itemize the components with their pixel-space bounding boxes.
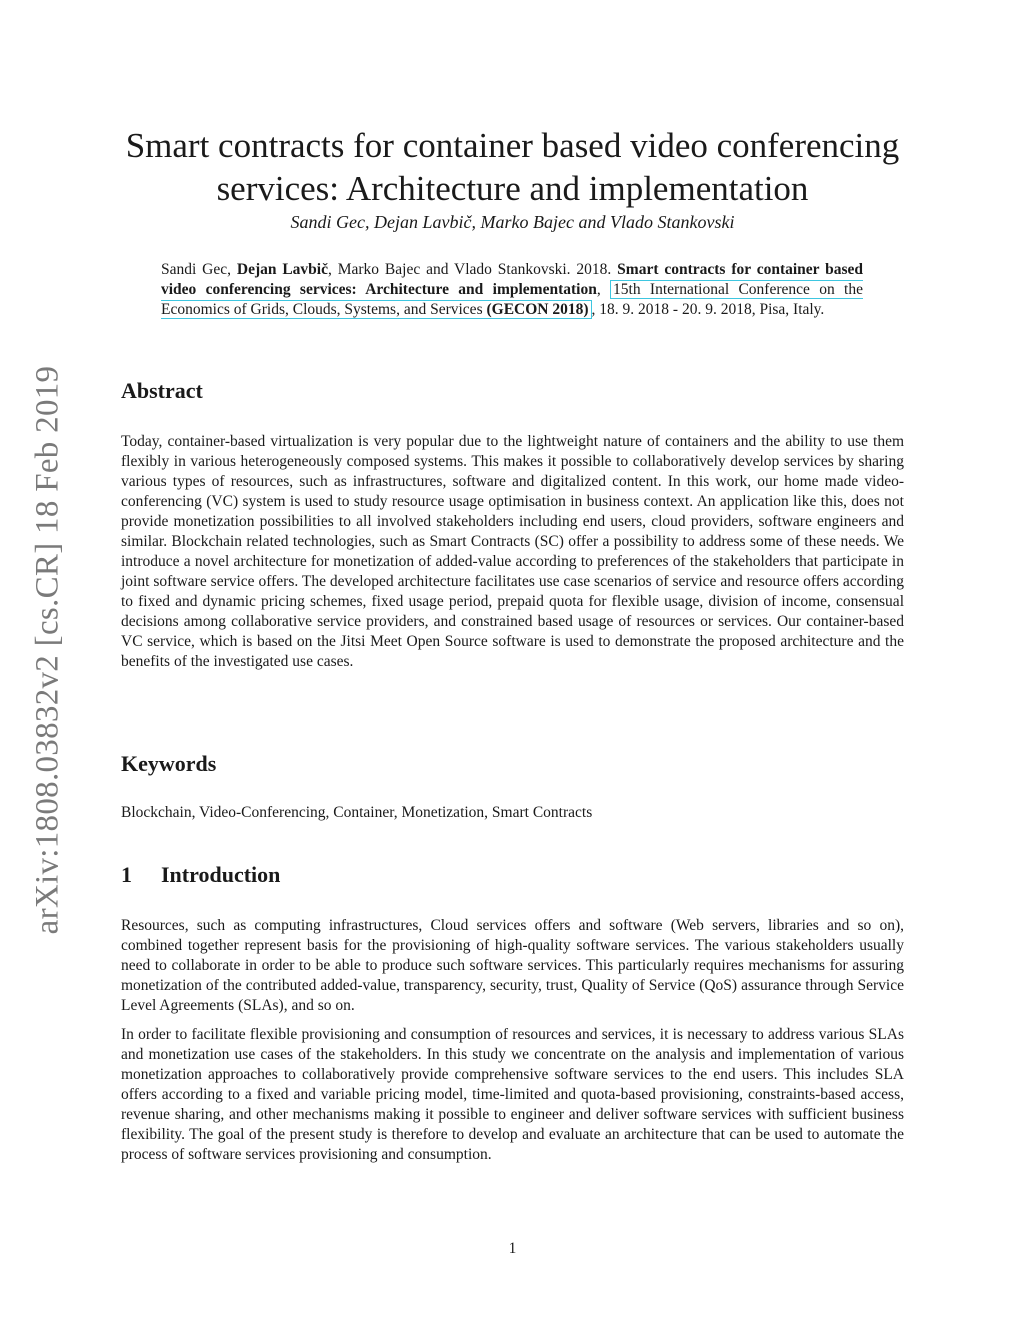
citation-block bbox=[161, 260, 863, 320]
citation-title: Smart contracts for container based video conferencing services: Architecture and implementation bbox=[161, 261, 864, 298]
citation-dates: , 18. 9. 2018 - 20. 9. 2018, Pisa, Italy. bbox=[591, 301, 825, 318]
title-line-2: services: Architecture and implementation bbox=[216, 169, 809, 208]
page-number: 1 bbox=[508, 1240, 517, 1257]
abstract-text: Today, container-based virtualization is very popular due to the lightweight nature of containers and the ability to use them flexibly in various heterogeneously composed systems. This makes it possible to collaboratively develop services by sharing various types of resources, such as infrastructures, software and digitalized content. In this work, our home made video-conferencing (VC) system is used to study resource usage optimisation in business context. An application like this, does not provide monetization possibilities to all involved stakeholders including end users, cloud providers, software engineers and similar. Blockchain related technologies, such as Smart Contracts (SC) offer a possibility to address some of these needs. We introduce a novel architecture for monetization of added-value according to preferences of the stakeholders that participate in joint software service offers. The developed architecture facilitates use case scenarios of service and resource offers according to fixed and dynamic pricing schemes, fixed usage period, prepaid quota for flexible usage, division of income, consensual decisions among collaborative service providers, and constrained based usage of resources or services. Our container-based VC service, which is based on the Jitsi Meet Open Source software is used to demonstrate the proposed architecture and the benefits of the investigated use cases. bbox=[121, 433, 904, 670]
keywords-text: Blockchain, Video-Conferencing, Container, Monetization, Smart Contracts bbox=[121, 804, 593, 821]
author-list: Sandi Gec, Dejan Lavbič, Marko Bajec and Vlado Stankovski bbox=[290, 212, 735, 232]
citation-author-bold: Dejan Lavbič bbox=[236, 261, 328, 278]
conference-link-text[interactable]: 15th International Conference on the Economics of Grids, Clouds, Systems, and Services bbox=[161, 281, 863, 318]
intro-paragraph-2: In order to facilitate flexible provisioning and consumption of resources and services, it is necessary to address various SLAs and monetization use cases of the stakeholders. In this study we concentrate on the analysis and implementation of various monetization approaches to collaboratively provide comprehensive software services to the end users. This includes SLA offers according to a fixed and variable pricing model, time-limited and quota-based provisioning, constraints-based access, revenue sharing, and other mechanisms making it possible to engineer and deliver software services with sufficient business flexibility. The goal of the present study is therefore to develop and evaluate an architecture that can be used to automate the process of software services provisioning and consumption. bbox=[121, 1026, 904, 1163]
citation-authors-rest: , Marko Bajec and Vlado Stankovski. 2018. bbox=[328, 261, 618, 278]
abstract-heading: Abstract bbox=[121, 378, 203, 403]
paper-title bbox=[121, 124, 904, 210]
intro-paragraph-1: Resources, such as computing infrastructures, Cloud services offers and software (Web servers, libraries and so on), combined together represent basis for the provisioning of high-quality software services. The various stakeholders usually need to collaborate in order to be able to produce such software services. This particularly requires mechanisms for assuring monetization of the contributed added-value, transparency, security, trust, Quality of Service (QoS) assurance through Service Level Agreements (SLAs), and so on. bbox=[121, 917, 904, 1014]
citation-authors: Sandi Gec, bbox=[161, 261, 237, 278]
keywords-heading: Keywords bbox=[121, 751, 217, 776]
arxiv-stamp: arXiv:1808.03832v2 [cs.CR] 18 Feb 2019 bbox=[29, 365, 66, 935]
conference-link-bold[interactable]: (GECON 2018) bbox=[486, 301, 589, 318]
citation-separator: , bbox=[596, 281, 611, 298]
section-number: 1 bbox=[121, 862, 132, 887]
introduction-heading bbox=[121, 862, 280, 888]
title-line-1: Smart contracts for container based video conferencing bbox=[125, 126, 900, 165]
section-title: Introduction bbox=[161, 862, 281, 887]
